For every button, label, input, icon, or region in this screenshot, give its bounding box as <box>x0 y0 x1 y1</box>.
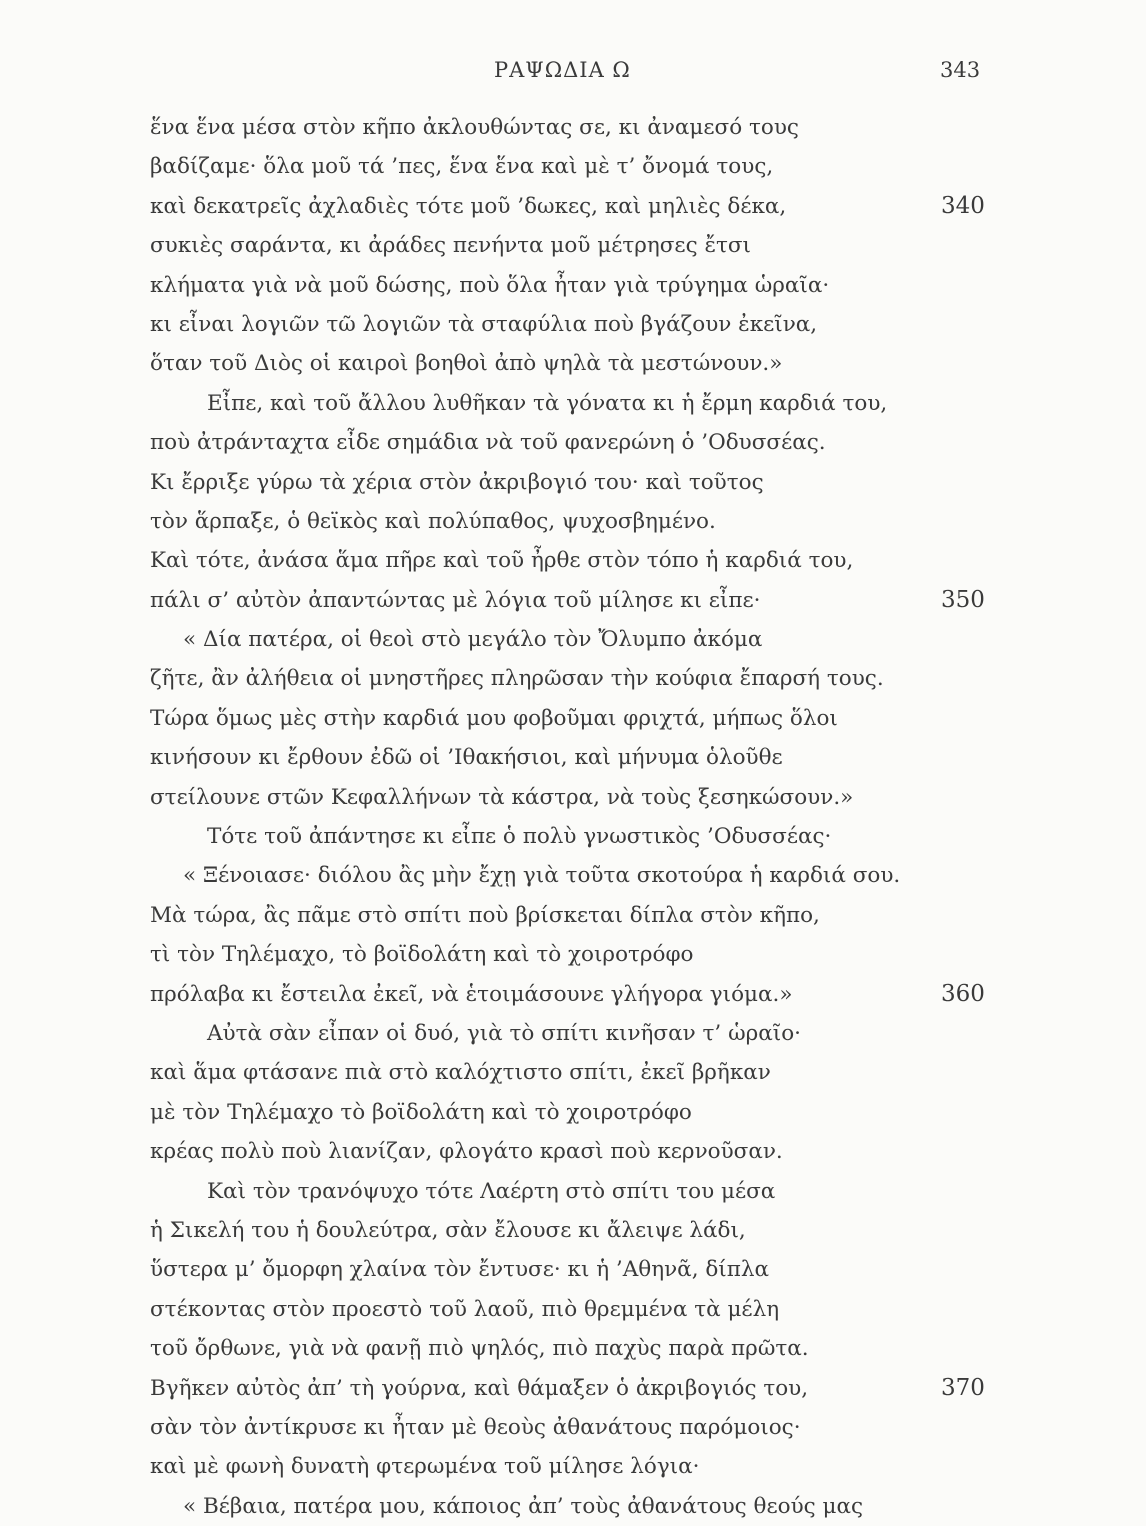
running-head <box>0 58 1146 86</box>
verse-line <box>0 975 1146 1014</box>
line-number: 350 <box>941 586 985 613</box>
verse-text: « Βέβαια, πατέρα μου, κάποιος ἀπ’ τοὺς ἀθανάτους θεούς μας <box>183 1493 864 1519</box>
verse-line <box>0 1172 1146 1211</box>
verse-text: καὶ δεκατρεῖς ἀχλαδιὲς τότε μοῦ ’δωκες, καὶ μηλιὲς δέκα, <box>150 193 787 219</box>
verse-text: κλήματα γιὰ νὰ μοῦ δώσης, ποὺ ὅλα ἦταν γιὰ τρύγημα ὡραῖα· <box>150 272 830 298</box>
verse-line <box>0 502 1146 541</box>
verse-line <box>0 226 1146 265</box>
verse-text: τὸν ἅρπαξε, ὁ θεϊκὸς καὶ πολύπαθος, ψυχοσβημένο. <box>150 508 716 534</box>
verse-line <box>0 1369 1146 1408</box>
verse-text: καὶ ἅμα φτάσανε πιὰ στὸ καλόχτιστο σπίτι, ἐκεῖ βρῆκαν <box>150 1060 771 1086</box>
line-number: 370 <box>941 1374 985 1401</box>
verse-line <box>0 1447 1146 1486</box>
verse-line <box>0 108 1146 147</box>
verse-text: ἡ Σικελή του ἡ δουλεύτρα, σὰν ἔλουσε κι ἄλειψε λάδι, <box>150 1217 746 1243</box>
verse-text: στείλουνε στῶν Κεφαλλήνων τὰ κάστρα, νὰ τοὺς ξεσηκώσουν.» <box>150 784 854 810</box>
verse-line <box>0 935 1146 974</box>
verse-text: Καὶ τὸν τρανόψυχο τότε Λαέρτη στὸ σπίτι του μέσα <box>207 1178 776 1204</box>
verse-text: Αὐτὰ σὰν εἶπαν οἱ δυό, γιὰ τὸ σπίτι κινῆσαν τ’ ὡραῖο· <box>207 1020 801 1046</box>
verse-text: Βγῆκεν αὐτὸς ἀπ’ τὴ γούρνα, καὶ θάμαξεν ὁ ἀκριβογιός του, <box>150 1375 809 1401</box>
verse-text: στέκοντας στὸν προεστὸ τοῦ λαοῦ, πιὸ θρεμμένα τὰ μέλη <box>150 1296 780 1322</box>
verse-text: κινήσουν κι ἔρθουν ἐδῶ οἱ ’Ιθακήσιοι, καὶ μήνυμα ὁλοῦθε <box>150 745 783 771</box>
verse-line <box>0 1329 1146 1368</box>
line-number: 360 <box>941 980 985 1007</box>
verse-line <box>0 463 1146 502</box>
verse-text: μὲ τὸν Τηλέμαχο τὸ βοϊδολάτη καὶ τὸ χοιροτρόφο <box>150 1099 692 1125</box>
verse-line <box>0 738 1146 777</box>
verse-line <box>0 778 1146 817</box>
verse-text: συκιὲς σαράντα, κι ἀράδες πενήντα μοῦ μέτρησες ἔτσι <box>150 233 751 259</box>
verse-line <box>0 266 1146 305</box>
verse-text: Εἶπε, καὶ τοῦ ἄλλου λυθῆκαν τὰ γόνατα κι ἡ ἔρμη καρδιά του, <box>207 390 888 416</box>
verse-text: Μὰ τώρα, ἂς πᾶμε στὸ σπίτι ποὺ βρίσκεται δίπλα στὸν κῆπο, <box>150 902 820 928</box>
verse-line <box>0 305 1146 344</box>
verse-line <box>0 1408 1146 1447</box>
verse-text: κι εἶναι λογιῶν τῶ λογιῶν τὰ σταφύλια ποὺ βγάζουν ἐκεῖνα, <box>150 311 818 337</box>
verse-line <box>0 147 1146 186</box>
verse-line <box>0 423 1146 462</box>
verse-line <box>0 581 1146 620</box>
verse-line <box>0 1211 1146 1250</box>
verse-line <box>0 817 1146 856</box>
verse-text: Τώρα ὅμως μὲς στὴν καρδιά μου φοβοῦμαι φριχτά, μήπως ὅλοι <box>150 705 838 731</box>
verse-line <box>0 896 1146 935</box>
verse-text: τὶ τὸν Τηλέμαχο, τὸ βοϊδολάτη καὶ τὸ χοιροτρόφο <box>150 942 694 968</box>
verse-text: βαδίζαμε· ὅλα μοῦ τά ’πες, ἕνα ἕνα καὶ μὲ τ’ ὄνομά τους, <box>150 154 774 180</box>
verse-line <box>0 1132 1146 1171</box>
verse-line <box>0 1250 1146 1289</box>
verse-line <box>0 384 1146 423</box>
verse-line <box>0 541 1146 580</box>
verse-text: πάλι σ’ αὐτὸν ἀπαντώντας μὲ λόγια τοῦ μίλησε κι εἶπε· <box>150 587 761 613</box>
verse-line <box>0 620 1146 659</box>
verse-line <box>0 344 1146 383</box>
verse-line <box>0 1487 1146 1526</box>
verse-text: σὰν τὸν ἀντίκρυσε κι ἦταν μὲ θεοὺς ἀθανάτους παρόμοιος· <box>150 1414 801 1440</box>
verse-text: ὅταν τοῦ Διὸς οἱ καιροὶ βοηθοὶ ἀπὸ ψηλὰ τὰ μεστώνουν.» <box>150 351 783 377</box>
verse-text: τοῦ ὄρθωνε, γιὰ νὰ φανῇ πιὸ ψηλός, πιὸ παχὺς παρὰ πρῶτα. <box>150 1336 809 1362</box>
verse-line <box>0 856 1146 895</box>
verse-line <box>0 659 1146 698</box>
page-number: 343 <box>940 58 981 82</box>
verse-line <box>0 1053 1146 1092</box>
verse-text: ζῆτε, ἂν ἀλήθεια οἱ μνηστῆρες πληρῶσαν τὴν κούφια ἔπαρσή τους. <box>150 666 884 692</box>
verse-text: ποὺ ἀτράνταχτα εἶδε σημάδια νὰ τοῦ φανερώνη ὁ ’Οδυσσέας. <box>150 430 826 456</box>
verse-line <box>0 1093 1146 1132</box>
verse-line <box>0 699 1146 738</box>
verse-text: Κι ἔρριξε γύρω τὰ χέρια στὸν ἀκριβογιό του· καὶ τοῦτος <box>150 469 764 495</box>
verse-text: κρέας πολὺ ποὺ λιανίζαν, φλογάτο κρασὶ ποὺ κερνοῦσαν. <box>150 1139 783 1165</box>
verse-line <box>0 1290 1146 1329</box>
verse-text: « Ξένοιασε· διόλου ἂς μὴν ἔχῃ γιὰ τοῦτα σκοτούρα ἡ καρδιά σου. <box>183 863 901 889</box>
line-number: 340 <box>941 192 985 219</box>
verse-text: Καὶ τότε, ἀνάσα ἅμα πῆρε καὶ τοῦ ἦρθε στὸν τόπο ἡ καρδιά του, <box>150 548 854 574</box>
verse-text: Τότε τοῦ ἀπάντησε κι εἶπε ὁ πολὺ γνωστικὸς ’Οδυσσέας· <box>207 824 832 850</box>
poem-text <box>0 108 1146 1526</box>
verse-text: πρόλαβα κι ἔστειλα ἐκεῖ, νὰ ἑτοιμάσουνε γλήγορα γιόμα.» <box>150 981 793 1007</box>
verse-text: καὶ μὲ φωνὴ δυνατὴ φτερωμένα τοῦ μίλησε λόγια· <box>150 1454 700 1480</box>
verse-text: ἕνα ἕνα μέσα στὸν κῆπο ἀκλουθώντας σε, κι ἀναμεσό τους <box>150 115 799 140</box>
verse-text: ὕστερα μ’ ὄμορφη χλαίνα τὸν ἔντυσε· κι ἡ ’Αθηνᾶ, δίπλα <box>150 1257 770 1283</box>
verse-text: « Δία πατέρα, οἱ θεοὶ στὸ μεγάλο τὸν Ὄλυμπο ἀκόμα <box>183 627 763 653</box>
chapter-title: ΡΑΨΩΔΙΑ Ω <box>494 58 631 82</box>
verse-line <box>0 1014 1146 1053</box>
verse-line <box>0 187 1146 226</box>
